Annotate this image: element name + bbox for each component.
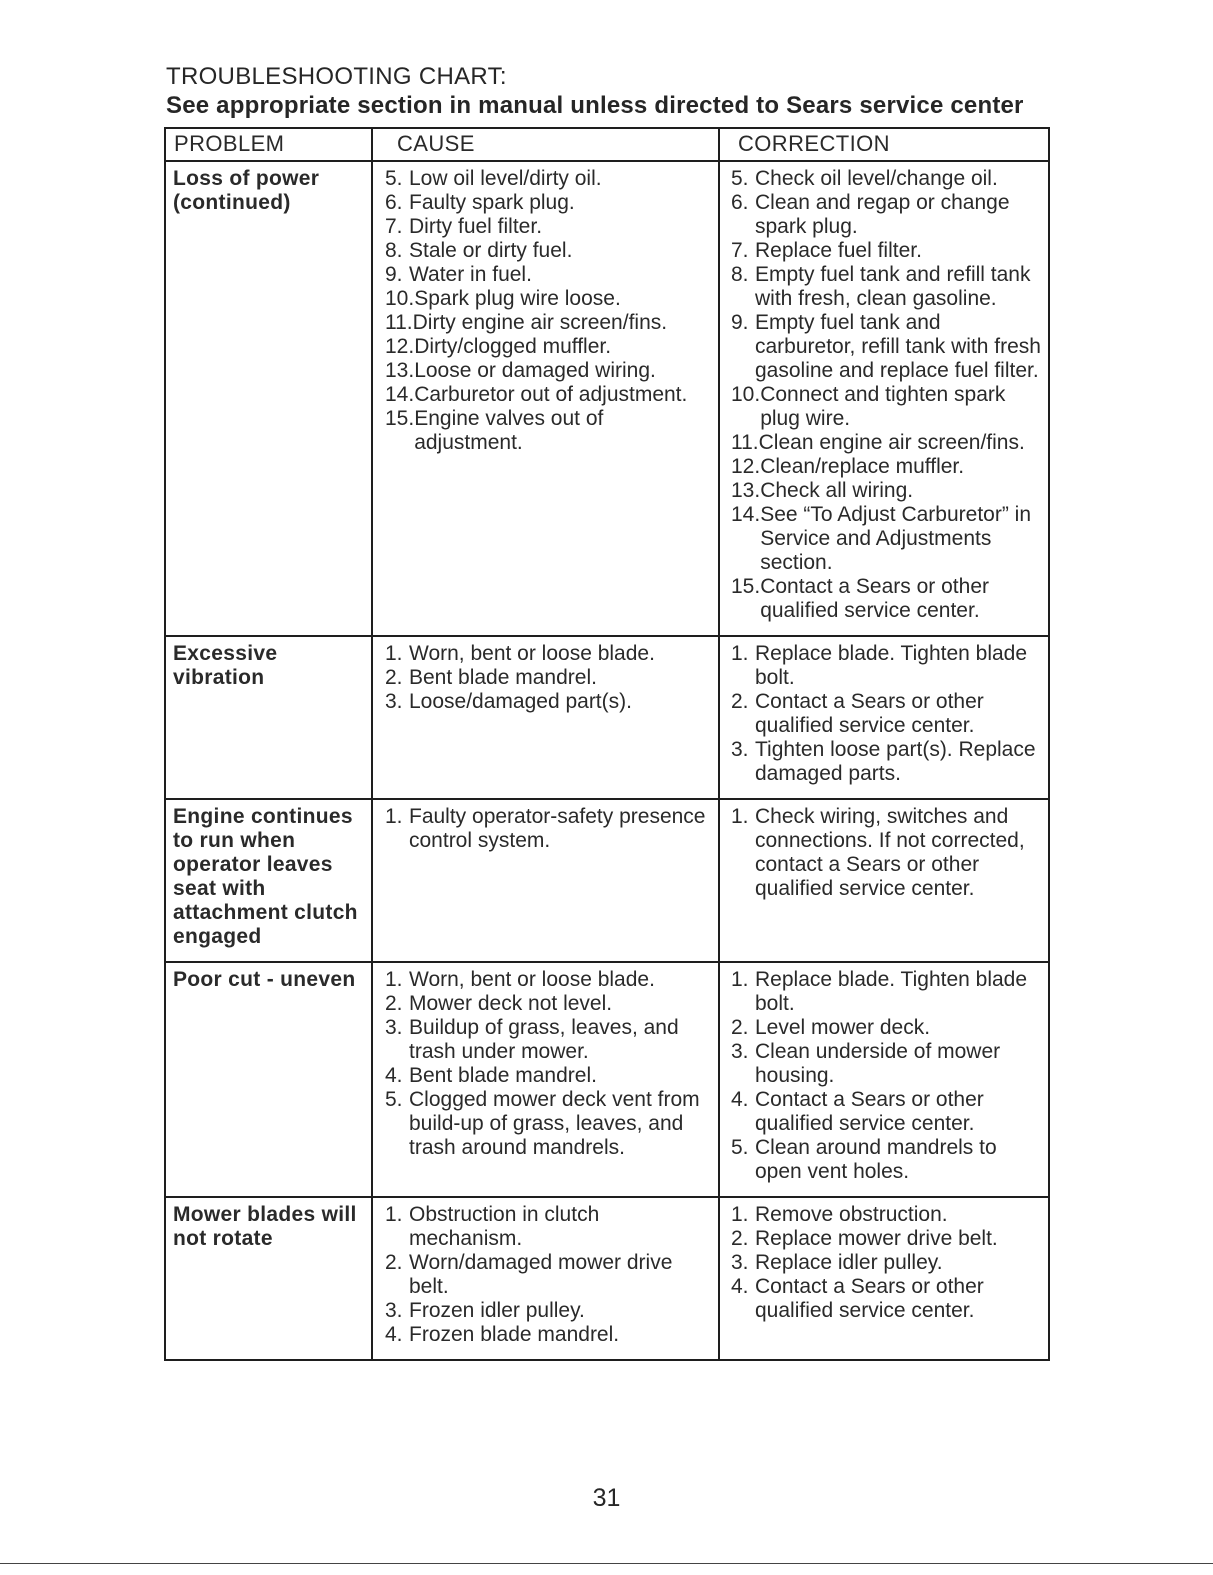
correction-item xyxy=(721,1040,1044,1088)
correction-item-number: 5. xyxy=(731,1136,749,1159)
correction-item xyxy=(721,1016,1044,1040)
correction-item xyxy=(721,263,1044,311)
correction-item-text: Replace blade. Tighten blade bolt. xyxy=(755,968,1028,1015)
cause-item-text: Worn, bent or loose blade. xyxy=(409,642,655,665)
table-row xyxy=(165,962,1049,1197)
correction-item xyxy=(721,1203,1044,1227)
cause-item xyxy=(375,642,714,666)
correction-item-text: Level mower deck. xyxy=(755,1016,931,1039)
correction-item-number: 3. xyxy=(731,1040,749,1063)
problem-cell: Mower blades will not rotate xyxy=(165,1197,372,1360)
correction-item-number: 1. xyxy=(731,1203,749,1226)
correction-item-text: Clean around mandrels to open vent holes. xyxy=(755,1136,997,1183)
column-header-problem: PROBLEM xyxy=(165,128,372,161)
cause-item-text: Clogged mower deck vent from build-up of grass, leaves, and trash around mandrels. xyxy=(409,1088,700,1159)
cause-item-number: 11. xyxy=(385,311,413,334)
cause-item-number: 2. xyxy=(385,1251,403,1274)
cause-item xyxy=(375,666,714,690)
correction-item-number: 11. xyxy=(731,431,759,454)
problem-cell: Poor cut - uneven xyxy=(165,962,372,1197)
correction-item-number: 7. xyxy=(731,239,749,262)
column-header-correction: CORRECTION xyxy=(719,128,1049,161)
cause-item-text: Dirty fuel filter. xyxy=(409,215,543,238)
correction-item-text: Check wiring, switches and connections. If not corrected, contact a Sears or other qualified service center. xyxy=(755,805,1025,900)
cause-item-text: Engine valves out of adjustment. xyxy=(414,407,604,454)
cause-item xyxy=(375,359,714,383)
correction-item xyxy=(721,642,1044,690)
correction-item xyxy=(721,968,1044,1016)
correction-item xyxy=(721,239,1044,263)
cause-cell xyxy=(372,1197,719,1360)
cause-item-text: Mower deck not level. xyxy=(409,992,613,1015)
table-body xyxy=(165,161,1049,1360)
correction-item-number: 9. xyxy=(731,311,749,334)
corr-cell xyxy=(719,161,1049,636)
correction-item-text: Clean engine air screen/fins. xyxy=(758,431,1025,454)
correction-item-number: 1. xyxy=(731,805,749,828)
cause-item-text: Frozen idler pulley. xyxy=(409,1299,585,1322)
corr-cell xyxy=(719,962,1049,1197)
table-row xyxy=(165,799,1049,962)
corr-cell xyxy=(719,1197,1049,1360)
column-header-cause: CAUSE xyxy=(372,128,719,161)
cause-item-text: Dirty engine air screen/fins. xyxy=(412,311,668,334)
cause-item-text: Carburetor out of adjustment. xyxy=(414,383,688,406)
cause-item-number: 6. xyxy=(385,191,403,214)
cause-item-text: Bent blade mandrel. xyxy=(409,666,597,689)
cause-item xyxy=(375,1299,714,1323)
chart-title: TROUBLESHOOTING CHART: xyxy=(166,63,507,90)
cause-item xyxy=(375,167,714,191)
cause-item-number: 3. xyxy=(385,1299,403,1322)
correction-item-number: 10. xyxy=(731,383,761,406)
troubleshooting-table xyxy=(164,127,1050,1361)
cause-item-number: 2. xyxy=(385,666,403,689)
cause-item-text: Spark plug wire loose. xyxy=(414,287,621,310)
cause-item xyxy=(375,383,714,407)
cause-item xyxy=(375,335,714,359)
cause-item-text: Frozen blade mandrel. xyxy=(409,1323,620,1346)
cause-item xyxy=(375,1323,714,1347)
cause-item-text: Stale or dirty fuel. xyxy=(409,239,573,262)
correction-item xyxy=(721,431,1044,455)
correction-item-text: Contact a Sears or other qualified service center. xyxy=(760,575,989,622)
correction-item-text: Replace fuel filter. xyxy=(755,239,922,262)
correction-item xyxy=(721,167,1044,191)
problem-cell: Loss of power (continued) xyxy=(165,161,372,636)
table-header-row xyxy=(165,128,1049,161)
correction-item-number: 15. xyxy=(731,575,761,598)
cause-item-number: 5. xyxy=(385,1088,403,1111)
cause-item xyxy=(375,1016,714,1064)
correction-item-number: 2. xyxy=(731,1227,749,1250)
correction-item-number: 3. xyxy=(731,738,749,761)
correction-item-text: Replace blade. Tighten blade bolt. xyxy=(755,642,1028,689)
correction-item xyxy=(721,311,1044,383)
correction-item-text: Clean/replace muffler. xyxy=(760,455,965,478)
cause-item-number: 5. xyxy=(385,167,403,190)
correction-item xyxy=(721,1251,1044,1275)
correction-item-text: Clean underside of mower housing. xyxy=(755,1040,1001,1087)
correction-item xyxy=(721,738,1044,786)
table-row xyxy=(165,1197,1049,1360)
cause-item xyxy=(375,263,714,287)
cause-item-text: Faulty operator-safety presence control system. xyxy=(409,805,706,852)
bottom-rule xyxy=(0,1563,1213,1564)
cause-item-text: Worn/damaged mower drive belt. xyxy=(409,1251,673,1298)
chart-subtitle: See appropriate section in manual unless directed to Sears service center xyxy=(166,92,1024,119)
cause-item xyxy=(375,1251,714,1299)
cause-item-text: Faulty spark plug. xyxy=(409,191,575,214)
cause-item-number: 1. xyxy=(385,968,403,991)
correction-item xyxy=(721,1227,1044,1251)
corr-cell xyxy=(719,636,1049,799)
cause-item-number: 1. xyxy=(385,642,403,665)
cause-item-number: 13. xyxy=(385,359,415,382)
cause-item-number: 4. xyxy=(385,1064,403,1087)
cause-item xyxy=(375,690,714,714)
cause-item-number: 14. xyxy=(385,383,415,406)
cause-item xyxy=(375,215,714,239)
cause-item-number: 3. xyxy=(385,1016,403,1039)
cause-cell xyxy=(372,799,719,962)
correction-item-number: 6. xyxy=(731,191,749,214)
correction-item-number: 14. xyxy=(731,503,761,526)
cause-item-text: Low oil level/dirty oil. xyxy=(409,167,602,190)
correction-item xyxy=(721,805,1044,901)
cause-item-text: Bent blade mandrel. xyxy=(409,1064,597,1087)
page-number: 31 xyxy=(592,1484,621,1512)
correction-item-number: 5. xyxy=(731,167,749,190)
correction-item-text: Contact a Sears or other qualified service center. xyxy=(755,1088,984,1135)
cause-item xyxy=(375,1203,714,1251)
correction-item-number: 1. xyxy=(731,968,749,991)
correction-item-text: Contact a Sears or other qualified service center. xyxy=(755,690,984,737)
cause-item-number: 4. xyxy=(385,1323,403,1346)
correction-item-text: Empty fuel tank and refill tank with fresh, clean gasoline. xyxy=(755,263,1031,310)
cause-item xyxy=(375,968,714,992)
correction-item-number: 4. xyxy=(731,1088,749,1111)
cause-item-text: Buildup of grass, leaves, and trash under mower. xyxy=(409,1016,679,1063)
cause-item-number: 8. xyxy=(385,239,403,262)
correction-item xyxy=(721,1275,1044,1323)
correction-item-text: Clean and regap or change spark plug. xyxy=(755,191,1010,238)
correction-item xyxy=(721,1136,1044,1184)
correction-item-text: Check all wiring. xyxy=(760,479,914,502)
cause-item-number: 3. xyxy=(385,690,403,713)
correction-item-text: Contact a Sears or other qualified service center. xyxy=(755,1275,984,1322)
cause-item-number: 15. xyxy=(385,407,415,430)
cause-item-number: 1. xyxy=(385,805,403,828)
cause-item xyxy=(375,287,714,311)
cause-cell xyxy=(372,161,719,636)
correction-item-text: Connect and tighten spark plug wire. xyxy=(760,383,1006,430)
problem-cell: Excessive vibration xyxy=(165,636,372,799)
cause-item-text: Loose/damaged part(s). xyxy=(409,690,632,713)
table-row xyxy=(165,636,1049,799)
correction-item xyxy=(721,191,1044,239)
cause-item-number: 9. xyxy=(385,263,403,286)
correction-item-text: Tighten loose part(s). Replace damaged parts. xyxy=(755,738,1036,785)
cause-item-text: Water in fuel. xyxy=(409,263,532,286)
correction-item-number: 1. xyxy=(731,642,749,665)
correction-item-number: 8. xyxy=(731,263,749,286)
correction-item-number: 12. xyxy=(731,455,761,478)
correction-item xyxy=(721,455,1044,479)
cause-item-text: Worn, bent or loose blade. xyxy=(409,968,655,991)
cause-item-number: 2. xyxy=(385,992,403,1015)
cause-item xyxy=(375,805,714,853)
correction-item xyxy=(721,1088,1044,1136)
table-row xyxy=(165,161,1049,636)
correction-item xyxy=(721,575,1044,623)
cause-item xyxy=(375,191,714,215)
corr-cell xyxy=(719,799,1049,962)
cause-item-text: Dirty/clogged muffler. xyxy=(414,335,612,358)
correction-item xyxy=(721,383,1044,431)
cause-item xyxy=(375,1088,714,1160)
correction-item-text: Replace idler pulley. xyxy=(755,1251,943,1274)
cause-item-number: 10. xyxy=(385,287,415,310)
cause-item xyxy=(375,1064,714,1088)
cause-item-text: Loose or damaged wiring. xyxy=(414,359,656,382)
correction-item-number: 2. xyxy=(731,690,749,713)
correction-item-number: 4. xyxy=(731,1275,749,1298)
correction-item xyxy=(721,690,1044,738)
cause-item-number: 7. xyxy=(385,215,403,238)
cause-item-number: 12. xyxy=(385,335,415,358)
correction-item-text: See “To Adjust Carburetor” in Service and Adjustments section. xyxy=(760,503,1031,574)
cause-cell xyxy=(372,636,719,799)
cause-item xyxy=(375,407,714,455)
correction-item-text: Replace mower drive belt. xyxy=(755,1227,998,1250)
cause-cell xyxy=(372,962,719,1197)
correction-item-text: Check oil level/change oil. xyxy=(755,167,998,190)
correction-item-number: 13. xyxy=(731,479,761,502)
problem-cell: Engine continues to run when operator leaves seat with attachment clutch engaged xyxy=(165,799,372,962)
cause-item-number: 1. xyxy=(385,1203,403,1226)
cause-item xyxy=(375,992,714,1016)
correction-item-text: Empty fuel tank and carburetor, refill tank with fresh gasoline and replace fuel filter. xyxy=(755,311,1041,382)
correction-item xyxy=(721,479,1044,503)
correction-item xyxy=(721,503,1044,575)
correction-item-number: 2. xyxy=(731,1016,749,1039)
correction-item-number: 3. xyxy=(731,1251,749,1274)
cause-item xyxy=(375,239,714,263)
correction-item-text: Remove obstruction. xyxy=(755,1203,948,1226)
cause-item xyxy=(375,311,714,335)
cause-item-text: Obstruction in clutch mechanism. xyxy=(409,1203,600,1250)
